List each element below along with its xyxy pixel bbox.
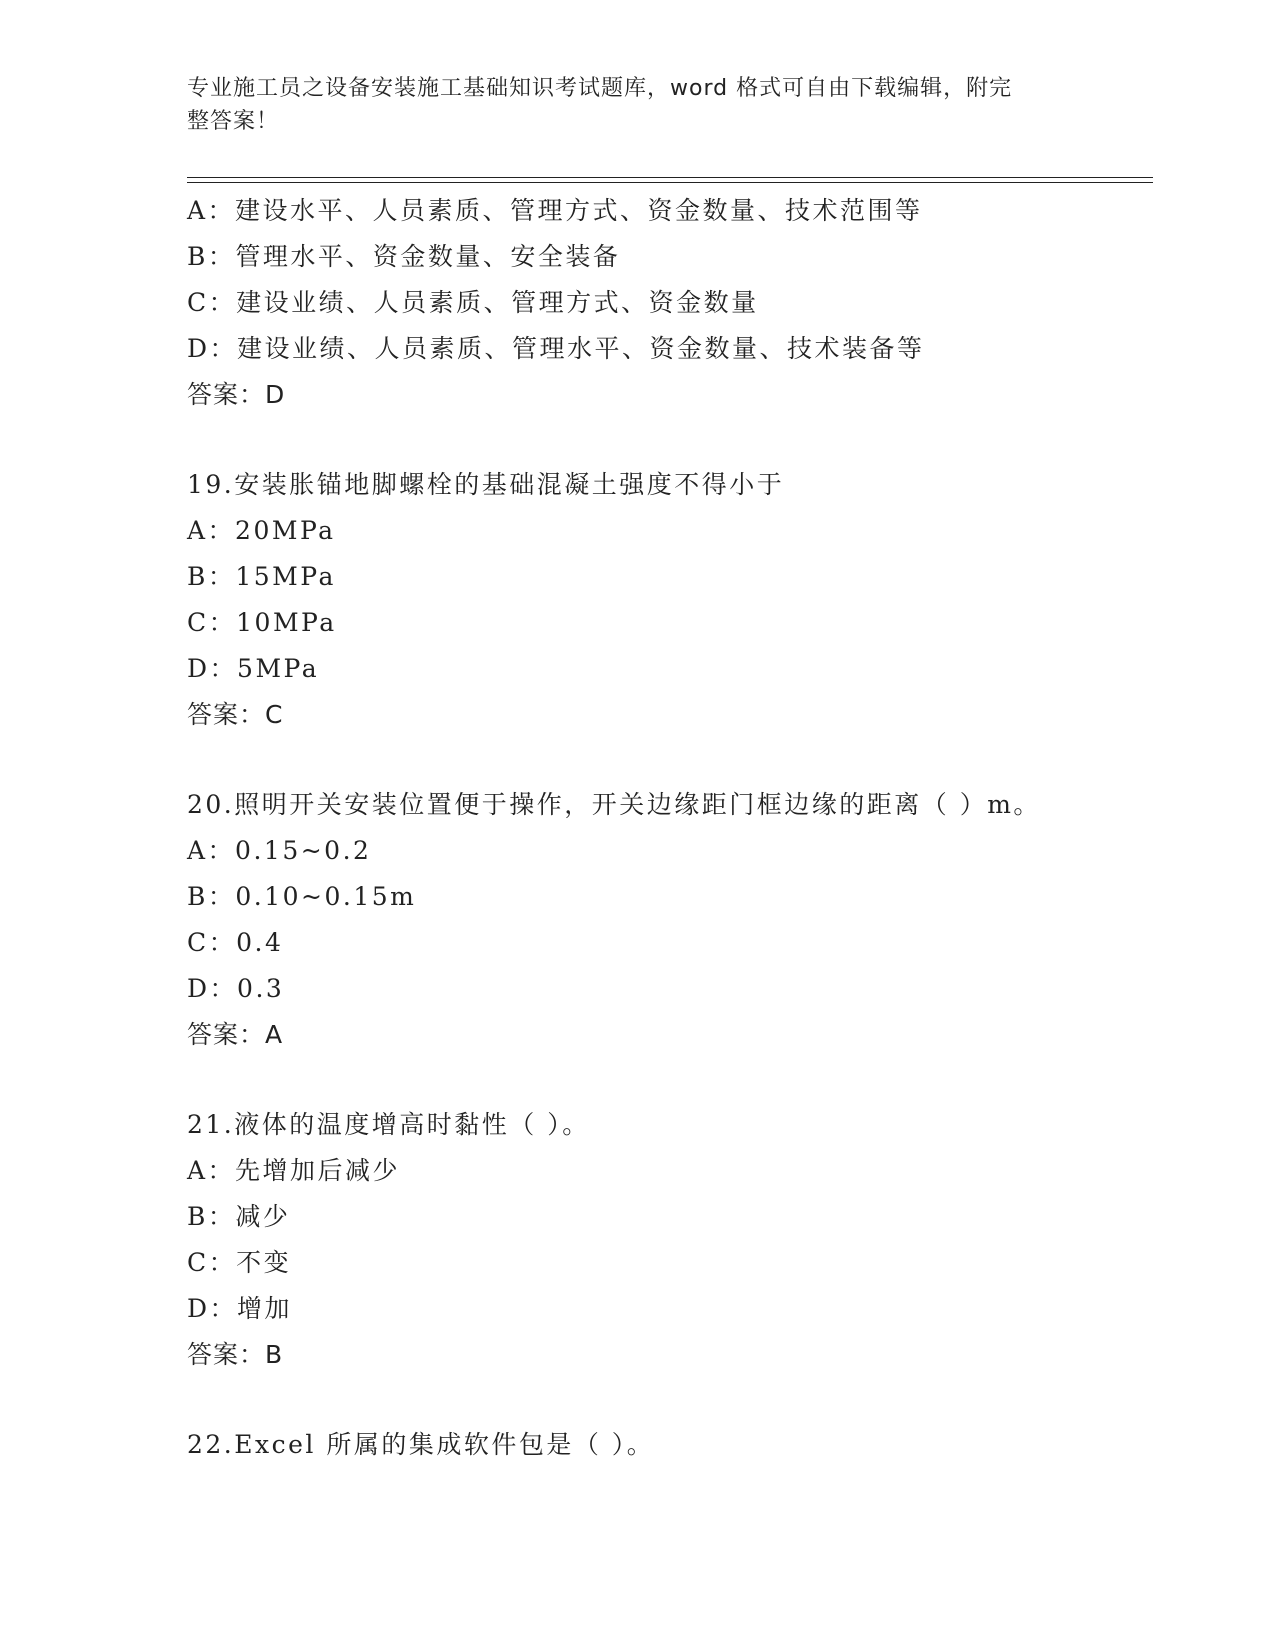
question-19 [187, 462, 1167, 738]
question-20 [187, 782, 1167, 1058]
question-fragment [187, 188, 1167, 418]
header-line-1: 专业施工员之设备安装施工基础知识考试题库，word 格式可自由下载编辑，附完 [187, 76, 1013, 101]
header-divider-bottom [187, 182, 1153, 183]
option-b: B：管理水平、资金数量、安全装备 [187, 242, 621, 271]
question-22 [187, 1422, 1167, 1468]
question-title: 21.液体的温度增高时黏性（ ）。 [187, 1110, 590, 1139]
answer-text: 答案：A [187, 1020, 284, 1049]
option-a: A：20MPa [187, 516, 336, 545]
option-c: C：0.4 [187, 928, 284, 957]
question-21 [187, 1102, 1167, 1378]
answer-text: 答案：D [187, 380, 286, 409]
question-title: 22.Excel 所属的集成软件包是（ ）。 [187, 1430, 655, 1459]
option-d: D：增加 [187, 1294, 293, 1323]
header-line-2: 整答案！ [187, 109, 280, 134]
answer-text: 答案：B [187, 1340, 284, 1369]
option-b: B：减少 [187, 1202, 291, 1231]
option-c: C：不变 [187, 1248, 292, 1277]
document-header [187, 72, 1067, 138]
option-a: A：先增加后减少 [187, 1156, 401, 1185]
option-c: C：建设业绩、人员素质、管理方式、资金数量 [187, 288, 759, 317]
answer-text: 答案：C [187, 700, 284, 729]
option-b: B：15MPa [187, 562, 336, 591]
question-title: 19.安装胀锚地脚螺栓的基础混凝土强度不得小于 [187, 470, 785, 499]
option-b: B：0.10~0.15m [187, 882, 417, 911]
question-list [187, 188, 1167, 1468]
option-a: A：建设水平、人员素质、管理方式、资金数量、技术范围等 [187, 196, 923, 225]
header-divider-top [187, 177, 1153, 178]
option-d: D：建设业绩、人员素质、管理水平、资金数量、技术装备等 [187, 334, 925, 363]
question-title: 20.照明开关安装位置便于操作，开关边缘距门框边缘的距离（ ）m。 [187, 790, 1041, 819]
option-d: D：5MPa [187, 654, 320, 683]
option-a: A：0.15~0.2 [187, 836, 372, 865]
option-d: D：0.3 [187, 974, 285, 1003]
option-c: C：10MPa [187, 608, 337, 637]
